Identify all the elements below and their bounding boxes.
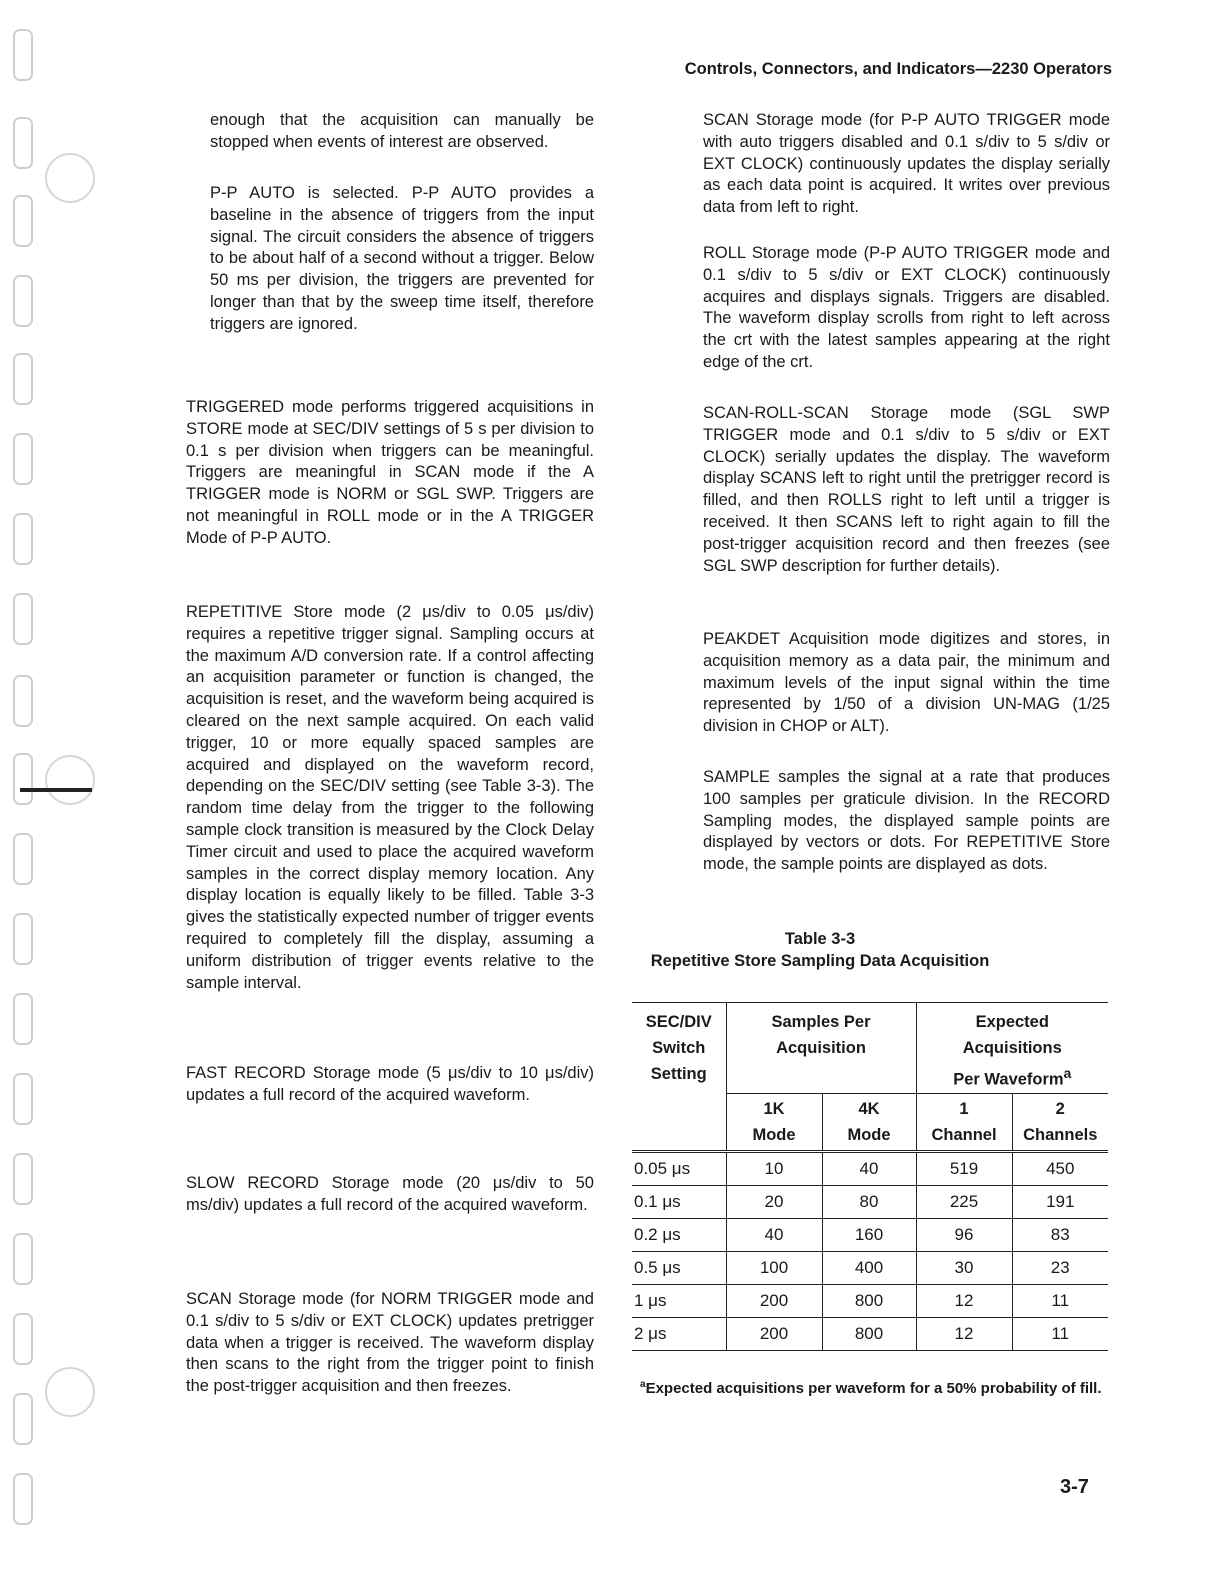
page-number: 3-7: [1060, 1476, 1089, 1498]
paragraph: SCAN Storage mode (for NORM TRIGGER mode and 0.1 s/div to 5 s/div or EXT CLOCK) updates pretrigger data when a trigger is received. The waveform display then scans to the right from the trigger point to finish the post-trigger acquisition and then freezes.: [186, 1290, 594, 1396]
cell-setting: 0.5 μs: [632, 1251, 726, 1284]
table-title: Repetitive Store Sampling Data Acquisition: [650, 952, 990, 970]
cell-2ch: 83: [1012, 1218, 1108, 1251]
header-1-channel: 1 Channel: [916, 1093, 1012, 1151]
cell-2ch: 191: [1012, 1185, 1108, 1218]
table-footnote: $^a$Expected acquisitions per waveform for a 50% probability of fill.: [640, 1379, 1102, 1397]
paragraph: ROLL Storage mode (P-P AUTO TRIGGER mode and 0.1 s/div to 5 s/div or EXT CLOCK) continuously acquires and displays signals. Triggers are disabled. The waveform display scrolls from right to left across the crt with the latest samples appearing at the right edge of the crt.: [703, 244, 1110, 371]
table-number: Table 3-3: [784, 930, 856, 948]
table-row: [632, 1185, 1108, 1218]
paragraph: TRIGGERED mode performs triggered acquisitions in STORE mode at SEC/DIV settings of 5 s per division to 0.1 s per division when triggers can be meaningful. Triggers are meaningful in SCAN mode if the A TRIGGER mode is NORM or SGL SWP. Triggers are not meaningful in ROLL mode or in the A TRIGGER Mode of P-P AUTO.: [186, 398, 594, 547]
cell-1k: 10: [726, 1151, 822, 1185]
paragraph: REPETITIVE Store mode (2 μs/div to 0.05 μs/div) requires a repetitive trigger signal. Sampling occurs at the maximum A/D conversion rate. If a control affecting an acquisition parameter or function is changed, the acquisition is reset, and the waveform being acquired is cleared on the next sample acquired. On each valid trigger, 10 or more equally spaced samples are acquired and displayed on the waveform record, depending on the SEC/DIV setting (see Table 3-3). The random time delay from the trigger to the following sample clock transition is measured by the Clock Delay Timer circuit and used to place the acquired waveform samples in the correct display memory location. Any display location is equally likely to be filled. Table 3-3 gives the statistically expected number of trigger events required to completely fill the display, assuming a uniform distribution of trigger events relative to the sample interval.: [186, 603, 594, 992]
cell-1k: 200: [726, 1284, 822, 1317]
cell-1k: 100: [726, 1251, 822, 1284]
cell-1k: 20: [726, 1185, 822, 1218]
cell-2ch: 11: [1012, 1284, 1108, 1317]
cell-1k: 40: [726, 1218, 822, 1251]
punch-holes: [0, 0, 120, 1578]
cell-2ch: 11: [1012, 1317, 1108, 1350]
paragraph: SCAN-ROLL-SCAN Storage mode (SGL SWP TRIGGER mode and 0.1 s/div to 5 s/div or EXT CLOCK) serially updates the display. The waveform display SCANS left to right until the pretrigger record is filled, and then ROLLS right to left until a trigger is received. It then SCANS left to right again to fill the post-trigger acquisition record and then freezes (see SGL SWP description for further details).: [703, 404, 1110, 575]
paragraph: FAST RECORD Storage mode (5 μs/div to 10 μs/div) updates a full record of the acquired waveform.: [186, 1064, 594, 1104]
paragraph: SAMPLE samples the signal at a rate that produces 100 samples per graticule division. In the RECORD Sampling modes, the displayed sample points are displayed by vectors or dots. For REPETITIVE Store mode, the sample points are displayed as dots.: [703, 768, 1110, 874]
paragraph: SLOW RECORD Storage mode (20 μs/div to 50 ms/div) updates a full record of the acquired waveform.: [186, 1174, 594, 1214]
cell-setting: 2 μs: [632, 1317, 726, 1350]
table-caption: [640, 928, 1000, 972]
cell-setting: 0.2 μs: [632, 1218, 726, 1251]
paragraph: P-P AUTO is selected. P-P AUTO provides a baseline in the absence of triggers from the input signal. The circuit considers the absence of triggers to be about half of a second without a trigger. Below 50 ms per division, the triggers are prevented for longer than that by the sweep time itself, therefore triggers are ignored.: [210, 184, 594, 333]
paragraph: SCAN Storage mode (for P-P AUTO TRIGGER mode with auto triggers disabled and 0.1 s/div to 5 s/div or EXT CLOCK) continuously updates the display serially as each data point is acquired. It writes over previous data from left to right.: [703, 111, 1110, 217]
cell-1ch: 30: [916, 1251, 1012, 1284]
cell-1ch: 225: [916, 1185, 1012, 1218]
cell-1ch: 12: [916, 1317, 1012, 1350]
header-samples-per-acquisition: Samples Per Acquisition: [726, 1003, 916, 1094]
table-row: [632, 1218, 1108, 1251]
cell-1ch: 519: [916, 1151, 1012, 1185]
cell-2ch: 450: [1012, 1151, 1108, 1185]
cell-1ch: 96: [916, 1218, 1012, 1251]
table-row: [632, 1151, 1108, 1185]
table-row: [632, 1284, 1108, 1317]
cell-4k: 80: [822, 1185, 916, 1218]
header-4k-mode: 4K Mode: [822, 1093, 916, 1151]
cell-4k: 800: [822, 1317, 916, 1350]
paragraph: PEAKDET Acquisition mode digitizes and stores, in acquisition memory as a data pair, the minimum and maximum levels of the input signal within the time represented by 1/50 of a division UN-MAG (1/25 division in CHOP or ALT).: [703, 630, 1110, 736]
running-header: Controls, Connectors, and Indicators—2230 Operators: [684, 60, 1112, 78]
cell-setting: 0.05 μs: [632, 1151, 726, 1185]
cell-4k: 160: [822, 1218, 916, 1251]
cell-4k: 40: [822, 1151, 916, 1185]
table-row: [632, 1317, 1108, 1350]
cell-2ch: 23: [1012, 1251, 1108, 1284]
cell-setting: 0.1 μs: [632, 1185, 726, 1218]
table-row: [632, 1251, 1108, 1284]
cell-setting: 1 μs: [632, 1284, 726, 1317]
cell-1ch: 12: [916, 1284, 1012, 1317]
header-expected-acquisitions: Expected Acquisitions Per Waveform$^a$: [916, 1003, 1108, 1094]
cell-1k: 200: [726, 1317, 822, 1350]
paragraph: enough that the acquisition can manually be stopped when events of interest are observed.: [210, 111, 594, 151]
cell-4k: 800: [822, 1284, 916, 1317]
sampling-table: [632, 1002, 1108, 1351]
header-1k-mode: 1K Mode: [726, 1093, 822, 1151]
header-sec-div: SEC/DIV Switch Setting: [632, 1003, 726, 1152]
header-2-channels: 2 Channels: [1012, 1093, 1108, 1151]
cell-4k: 400: [822, 1251, 916, 1284]
